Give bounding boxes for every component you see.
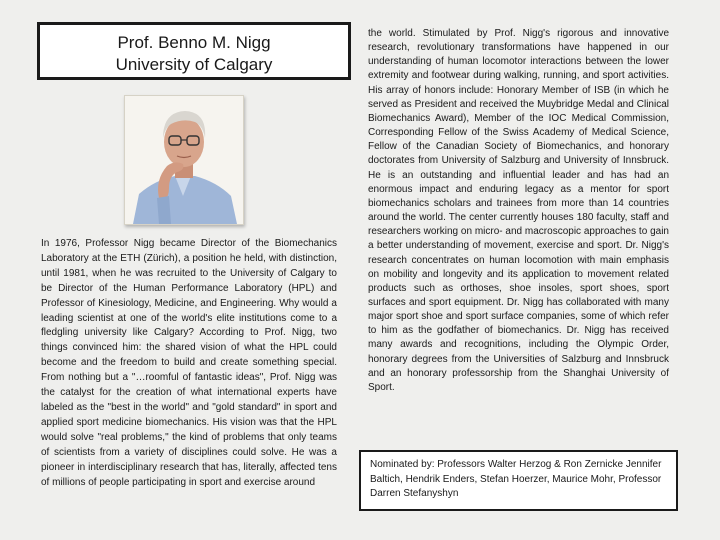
portrait-illustration: [125, 96, 243, 224]
biography-left-column: In 1976, Professor Nigg became Director of the Biomechanics Laboratory at the ETH (Zürich), a position he held, with distinction, until 1981, when he was recruited to the University of Calgary to be Director of the Human Performance Laboratory (HPL) and Professor of Kinesiology, Medicine, and Engineering. Why would a leading scientist at one of the world's elite institutions come to a fledgling university like Calgary? According to Prof. Nigg, two things convinced him: the shared vision of what the HPL could become and the freedom to build and create something special. From nothing but a "…roomful of fantastic ideas", Prof. Nigg was the catalyst for the creation of what international experts have labeled as the "best in the world" and "gold standard" in sport and applied sport medicine biomechanics. His vision was that the HPL would solve "real problems," the kind of problems that only teams of scientists from a variety of disciplines could solve. He was a pioneer in interdisciplinary research that has, literally, affected tens of millions of people participating in sport and exercise around: [41, 238, 337, 488]
biography-right-column: the world. Stimulated by Prof. Nigg's rigorous and innovative research, revolutionary transformations have happened in our understanding of human locomotor interactions between the lower extremity and footwear during walking, running, and sport activities. His array of honors include: Honorary Member of ISB (in which he served as President and received the Muybridge Medal and Clinical Biomechanics Award), Member of the IOC Medical Commission, Corresponding Fellow of the Swiss Academy of Medical Science, Fellow of the Canadian Society of Biomechanics, and honorary doctorates from University of Salzburg and University of Innsbruck. He is an outstanding and influential leader and has had an enormous impact and enduring legacy as a mentor for sport biomechanics scholars and trainees from more than 14 countries around the world. The center currently houses 180 faculty, staff and researchers working on micro- and macroscopic approaches to gain a better understanding of movement, exercise and sport. Dr. Nigg's research concentrates on human locomotion with main emphasis on mobility and longevity and its application to movement related products such as orthoses, shoe insoles, sport shoes, sport surfaces and sport equipment. Dr. Nigg has collaborated with many major sport shoe and sport surface companies, some of which refer to him as the godfather of biomechanics. Dr. Nigg has received many awards and recognitions, including the Olympic Order, honorary degrees from the Universities of Salzburg and Innsbruck and an honorary professorship from the Shanghai University of Sport.: [368, 28, 669, 393]
title-box: [37, 22, 351, 80]
nomination-box: [359, 450, 678, 511]
page-title: Prof. Benno M. Nigg: [117, 33, 271, 52]
nomination-text: Nominated by: Professors Walter Herzog & Ron Zernicke Jennifer Baltich, Hendrik Enders, Stefan Hoerzer, Maurice Mohr, Professor Darren Stefanyshyn: [370, 459, 662, 499]
portrait-photo: [124, 95, 244, 225]
affiliation: University of Calgary: [115, 55, 273, 74]
